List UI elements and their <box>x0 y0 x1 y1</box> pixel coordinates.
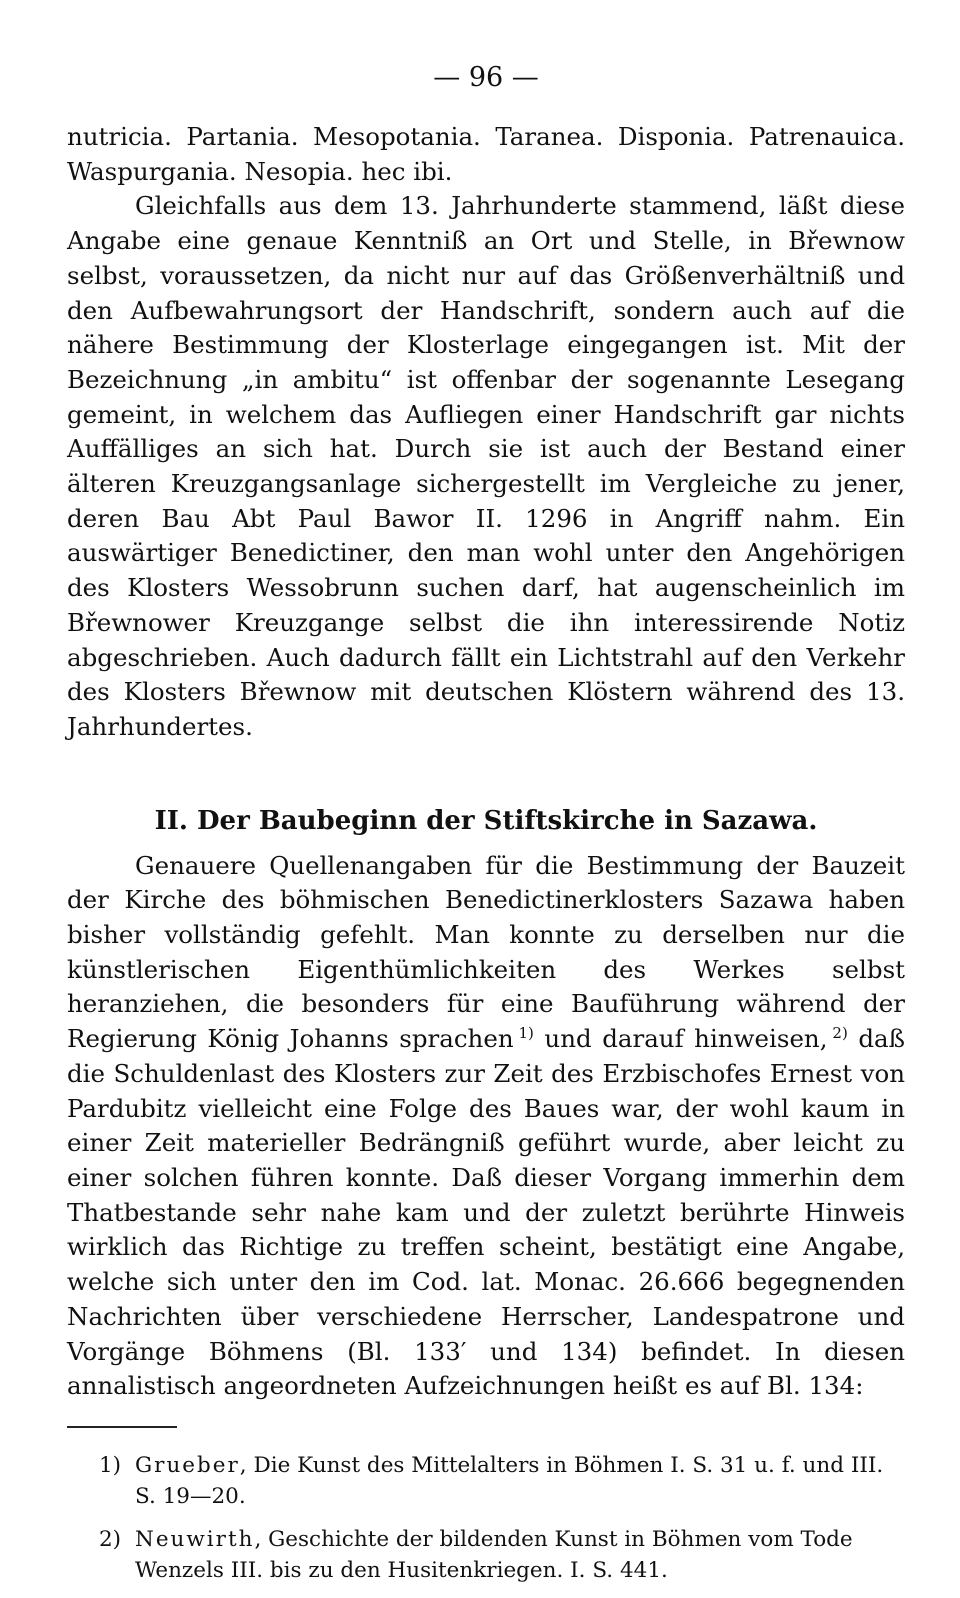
paragraph-brewnow: Gleichfalls aus dem 13. Jahrhunderte stammend, läßt diese Angabe eine genaue Kenntniß an Ort und Stelle, in Břewnow selbst, voraussetzen, da nicht nur auf das Größenverhältniß und den Aufbewahrungsort der Handschrift, sondern auch auf die nähere Bestimmung der Klosterlage eingegangen ist. Mit der Bezeichnung „in ambitu“ ist offenbar der sogenannte Lesegang gemeint, in welchem das Aufliegen einer Handschrift gar nichts Auffälliges an sich hat. Durch sie ist auch der Bestand einer älteren Kreuzgangsanlage sichergestellt im Vergleiche zu jener, deren Bau Abt Paul Bawor II. 1296 in Angriff nahm. Ein auswärtiger Benedictiner, den man wohl unter den Angehörigen des Klosters Wessobrunn suchen darf, hat augenscheinlich im Břewnower Kreuzgange selbst die ihn interessirende Notiz abgeschrieben. Auch dadurch fällt ein Lichtstrahl auf den Verkehr des Klosters Břewnow mit deutschen Klöstern während des 13. Jahrhundertes. <box>67 191 905 741</box>
footnote-divider <box>67 1426 177 1428</box>
page-number: — 96 — <box>433 62 539 93</box>
paragraph-sazawa <box>67 849 905 1404</box>
paragraph-text-part-3: daß die Schuldenlast des Klosters zur Zeit des Erzbischofes Ernest von Pardubitz vielleicht eine Folge des Baues war, der wohl kaum in einer Zeit materieller Bedrängniß geführt wurde, aber leicht zu einer solchen führen konnte. Daß dieser Vorgang immerhin dem Thatbestande sehr nahe kam und der zuletzt berührte Hinweis wirklich das Richtige zu treffen scheint, bestätigt eine Angabe, welche sich unter den im Cod. lat. Monac. 26.666 begegnenden Nachrichten über verschiedene Herrscher, Landespatrone und Vorgänge Böhmens (Bl. 133′ und 134) befindet. In diesen annalistisch angeordneten Aufzeichnungen heißt es auf Bl. 134: <box>67 1024 905 1401</box>
paragraph-text-part-2: und darauf hinweisen, <box>533 1024 828 1054</box>
footnote-2 <box>67 1524 905 1586</box>
paragraph-continuation: nutricia. Partania. Mesopotania. Taranea. Disponia. Patrenauica. Waspurgania. Nesopia. hec ibi. <box>67 122 905 186</box>
footnote-author: Grueber <box>135 1452 240 1478</box>
footnote-ref-2[interactable]: 2) <box>832 1024 848 1043</box>
footnote-1 <box>67 1450 905 1512</box>
paragraph-text-part-1: Genauere Quellenangaben für die Bestimmung der Bauzeit der Kirche des böhmischen Benedictinerklosters Sazawa haben bisher vollständig gefehlt. Man konnte zu derselben nur die künstlerischen Eigenthümlichkeiten des Werkes selbst heranziehen, die besonders für eine Bauführung während der Regierung König Johanns sprachen <box>67 850 905 1054</box>
footnote-ref-1[interactable]: 1) <box>518 1024 534 1043</box>
footnote-author: Neuwirth <box>135 1526 255 1552</box>
section-heading: II. Der Baubeginn der Stiftskirche in Sazawa. <box>154 805 818 836</box>
footnote-text: , Die Kunst des Mittelalters in Böhmen I. S. 31 u. f. und III. S. 19—20. <box>135 1452 884 1509</box>
footnote-marker: 2) <box>99 1526 122 1552</box>
footnote-text: , Geschichte der bildenden Kunst in Böhmen vom Tode Wenzels III. bis zu den Husitenkriegen. I. S. 441. <box>135 1526 853 1583</box>
footnote-marker: 1) <box>99 1452 122 1478</box>
page <box>67 60 905 1598</box>
